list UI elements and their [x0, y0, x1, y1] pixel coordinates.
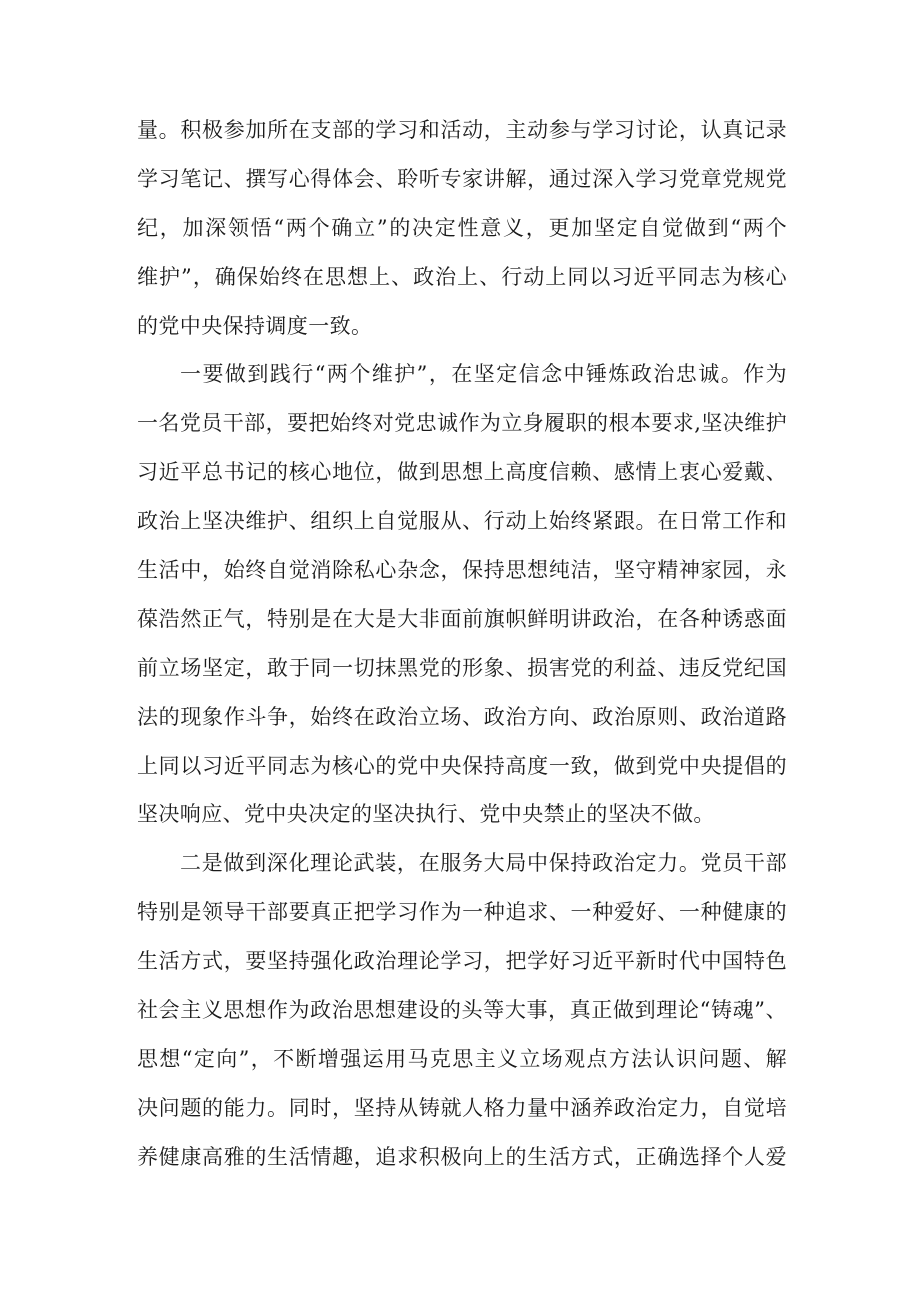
line-text: 社会主义思想作为政治思想建设的头等大事，真正做到理论“铸魂”、: [137, 998, 787, 1023]
paragraph-2: [137, 350, 787, 839]
text-line: [137, 204, 787, 253]
line-text: 生活中，始终自觉消除私心杂念，保持思想纯洁，坚守精神家园，永: [137, 558, 787, 583]
line-text: 二是做到深化理论武装，在服务大局中保持政治定力。党员干部: [180, 851, 787, 876]
text-line: [137, 399, 787, 448]
line-text: 量。积极参加所在支部的学习和活动，主动参与学习讨论，认真记录: [137, 118, 787, 142]
line-text: 特别是领导干部要真正把学习作为一种追求、一种爱好、一种健康的: [137, 900, 787, 925]
line-text: 政治上坚决维护、组织上自觉服从、行动上始终紧跟。在日常工作和: [137, 509, 787, 534]
text-line: [137, 155, 787, 204]
line-text: 生活方式，要坚持强化政治理论学习，把学好习近平新时代中国特色: [137, 949, 787, 974]
text-line: [137, 595, 787, 644]
text-line: [137, 448, 787, 497]
line-text: 决问题的能力。同时，坚持从铸就人格力量中涵养政治定力，自觉培: [137, 1095, 787, 1120]
line-text: 法的现象作斗争，始终在政治立场、政治方向、政治原则、政治道路: [137, 704, 787, 729]
text-line: [137, 937, 787, 986]
line-text: 上同以习近平同志为核心的党中央保持高度一致，做到党中央提倡的: [137, 753, 787, 778]
line-text: 葆浩然正气，特别是在大是大非面前旗帜鲜明讲政治，在各种诱惑面: [137, 606, 787, 631]
line-text: 的党中央保持调度一致。: [137, 313, 373, 338]
line-text: 学习笔记、撰写心得体会、聆听专家讲解，通过深入学习党章党规党: [137, 166, 787, 191]
text-line: [137, 1035, 787, 1084]
text-line: [137, 497, 787, 546]
line-text: 坚决响应、党中央决定的坚决执行、党中央禁止的坚决不做。: [137, 802, 715, 827]
text-line: [137, 1133, 787, 1182]
text-line: [137, 546, 787, 595]
document-body: [137, 106, 787, 1182]
text-line: [137, 350, 787, 399]
text-line: [137, 790, 787, 839]
text-line: [137, 888, 787, 937]
paragraph-3: [137, 839, 787, 1181]
text-line: [137, 986, 787, 1035]
text-line: [137, 253, 787, 302]
text-line: [137, 742, 787, 791]
text-line: [137, 302, 787, 351]
line-text: 一名党员干部，要把始终对党忠诚作为立身履职的根本要求,坚决维护: [137, 411, 787, 436]
text-line: [137, 693, 787, 742]
text-line: [137, 839, 787, 888]
line-text: 养健康高雅的生活情趣，追求积极向上的生活方式，正确选择个人爱: [137, 1144, 787, 1169]
line-text: 习近平总书记的核心地位，做到思想上高度信赖、感情上衷心爱戴、: [137, 460, 787, 485]
text-line: [137, 106, 787, 155]
line-text: 一要做到践行“两个维护”，在坚定信念中锤炼政治忠诚。作为: [180, 362, 787, 387]
text-line: [137, 1084, 787, 1133]
text-line: [137, 644, 787, 693]
line-text: 纪，加深领悟“两个确立”的决定性意义，更加坚定自觉做到“两个: [137, 215, 787, 240]
paragraph-1: [137, 106, 787, 350]
line-text: 前立场坚定，敢于同一切抹黑党的形象、损害党的利益、违反党纪国: [137, 655, 787, 680]
line-text: 维护”，确保始终在思想上、政治上、行动上同以习近平同志为核心: [137, 264, 787, 289]
line-text: 思想“定向”，不断增强运用马克思主义立场观点方法认识问题、解: [137, 1046, 787, 1071]
